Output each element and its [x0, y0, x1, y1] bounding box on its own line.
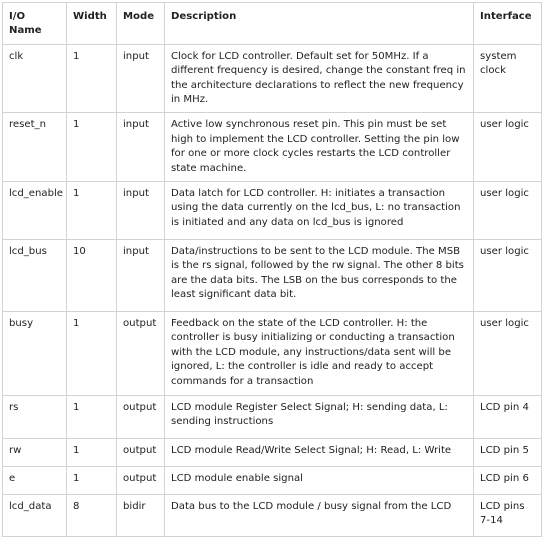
cell-width: 8	[67, 495, 117, 537]
cell-io-name: lcd_enable	[3, 182, 67, 240]
cell-mode: output	[117, 396, 165, 439]
table-row	[3, 312, 542, 396]
cell-io-name: rs	[3, 396, 67, 439]
table-header-row	[3, 3, 542, 45]
cell-width: 1	[67, 113, 117, 182]
header-description: Description	[165, 3, 474, 45]
cell-width: 1	[67, 44, 117, 113]
table-row	[3, 467, 542, 495]
cell-interface: user logic	[474, 182, 542, 240]
cell-io-name: reset_n	[3, 113, 67, 182]
cell-interface: user logic	[474, 312, 542, 396]
cell-description: LCD module Read/Write Select Signal; H: Read, L: Write	[165, 439, 474, 467]
cell-width: 10	[67, 240, 117, 312]
cell-description: Feedback on the state of the LCD controller. H: the controller is busy initializing or conducting a transaction with the LCD module, any instructions/data sent will be ignored, L: the controller is idle and ready to accept commands for a transaction	[165, 312, 474, 396]
cell-description: Clock for LCD controller. Default set for 50MHz. If a different frequency is desired, change the constant freq in the architecture declarations to reflect the new frequency in MHz.	[165, 44, 474, 113]
cell-mode: output	[117, 439, 165, 467]
cell-interface: LCD pin 5	[474, 439, 542, 467]
cell-io-name: lcd_data	[3, 495, 67, 537]
cell-mode: input	[117, 182, 165, 240]
cell-width: 1	[67, 467, 117, 495]
cell-interface: system clock	[474, 44, 542, 113]
cell-description: LCD module Register Select Signal; H: sending data, L: sending instructions	[165, 396, 474, 439]
cell-interface: LCD pin 6	[474, 467, 542, 495]
cell-mode: bidir	[117, 495, 165, 537]
cell-mode: input	[117, 113, 165, 182]
header-mode: Mode	[117, 3, 165, 45]
cell-mode: output	[117, 312, 165, 396]
cell-interface: user logic	[474, 240, 542, 312]
table-row	[3, 396, 542, 439]
cell-io-name: busy	[3, 312, 67, 396]
cell-io-name: rw	[3, 439, 67, 467]
header-io-name: I/O Name	[3, 3, 67, 45]
io-port-table	[2, 2, 542, 537]
table-row	[3, 44, 542, 113]
table-row	[3, 495, 542, 537]
header-interface: Interface	[474, 3, 542, 45]
cell-interface: LCD pins 7-14	[474, 495, 542, 537]
table-row	[3, 439, 542, 467]
header-width: Width	[67, 3, 117, 45]
cell-io-name: lcd_bus	[3, 240, 67, 312]
cell-mode: input	[117, 44, 165, 113]
table-row	[3, 182, 542, 240]
cell-width: 1	[67, 182, 117, 240]
cell-io-name: clk	[3, 44, 67, 113]
cell-interface: user logic	[474, 113, 542, 182]
cell-width: 1	[67, 312, 117, 396]
table-row	[3, 113, 542, 182]
cell-width: 1	[67, 396, 117, 439]
cell-mode: input	[117, 240, 165, 312]
table-row	[3, 240, 542, 312]
cell-mode: output	[117, 467, 165, 495]
cell-width: 1	[67, 439, 117, 467]
cell-interface: LCD pin 4	[474, 396, 542, 439]
cell-description: Active low synchronous reset pin. This pin must be set high to implement the LCD controller. Setting the pin low for one or more clock cycles restarts the LCD controller state machine.	[165, 113, 474, 182]
cell-description: Data latch for LCD controller. H: initiates a transaction using the data currently on the lcd_bus, L: no transaction is initiated and any data on lcd_bus is ignored	[165, 182, 474, 240]
cell-description: Data bus to the LCD module / busy signal from the LCD	[165, 495, 474, 537]
cell-description: Data/instructions to be sent to the LCD module. The MSB is the rs signal, followed by the rw signal. The other 8 bits are the data bits. The LSB on the bus corresponds to the least significant data bit.	[165, 240, 474, 312]
cell-io-name: e	[3, 467, 67, 495]
cell-description: LCD module enable signal	[165, 467, 474, 495]
